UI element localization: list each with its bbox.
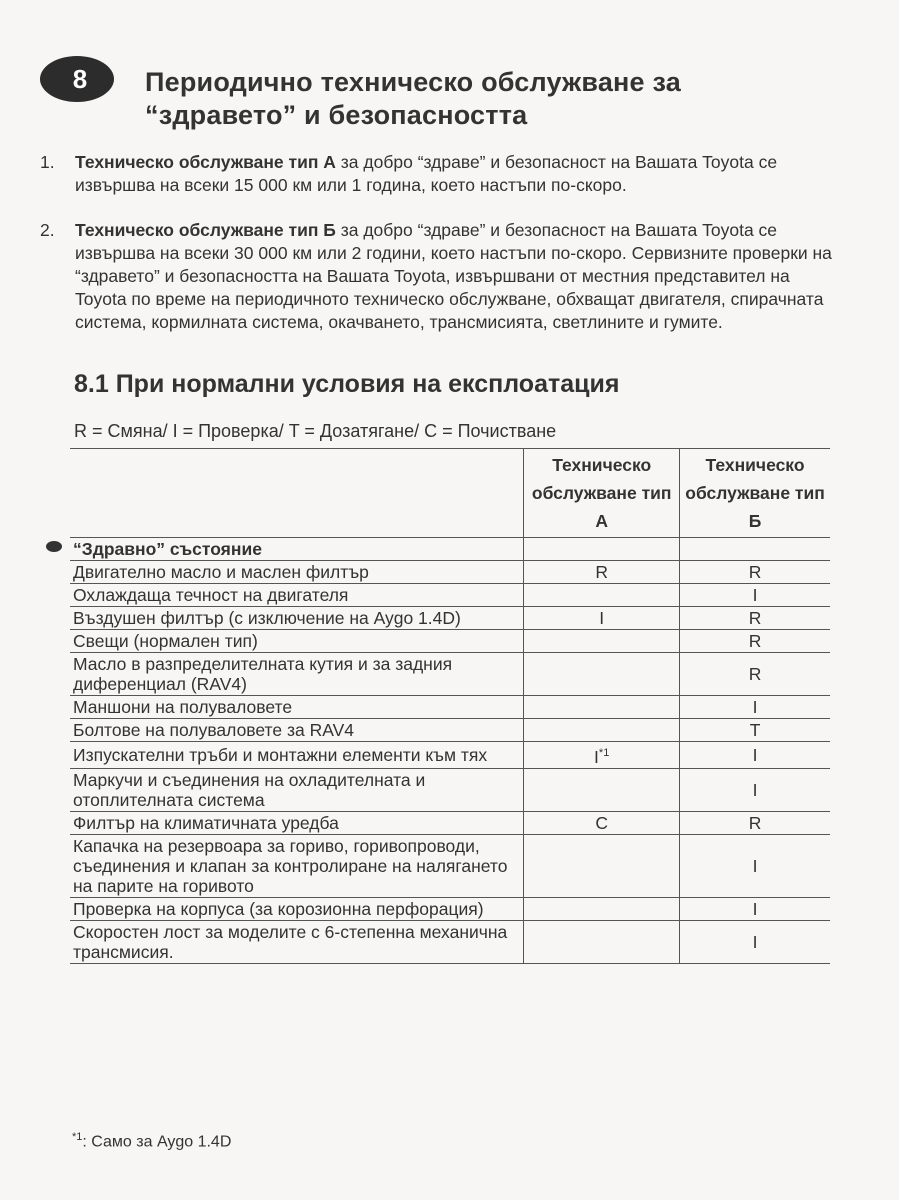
type-b-cell: I xyxy=(680,768,830,811)
paragraph-1 xyxy=(40,151,840,197)
item-cell: Въздушен филтър (с изключение на Aygo 1.4D) xyxy=(70,607,524,630)
group-row xyxy=(70,538,830,561)
table-row xyxy=(70,561,830,584)
page-title xyxy=(145,66,681,132)
table-row xyxy=(70,920,830,963)
table-row xyxy=(70,742,830,769)
paragraph-bold-lead: Техническо обслужване тип Б xyxy=(75,220,336,240)
type-a-cell xyxy=(524,653,680,696)
paragraph-number: 2. xyxy=(40,220,55,240)
paragraph-text: за добро “здраве” и безопасност на Вашата Toyota се извършва на всеки 15 000 км или 1 година, което настъпи по-скоро. xyxy=(75,152,778,195)
type-a-cell xyxy=(524,630,680,653)
type-b-cell: T xyxy=(680,719,830,742)
table-row xyxy=(70,834,830,897)
item-cell: Охлаждаща течност на двигателя xyxy=(70,584,524,607)
item-cell: Капачка на резервоара за гориво, горивопроводи, съединения и клапан за контролиране на налягането на парите на горивото xyxy=(70,834,524,897)
type-b-cell: R xyxy=(680,607,830,630)
paragraph-bold-lead: Техническо обслужване тип А xyxy=(75,152,336,172)
type-b-cell: I xyxy=(680,920,830,963)
table-row xyxy=(70,696,830,719)
item-cell: Филтър на климатичната уредба xyxy=(70,811,524,834)
item-cell: Маншони на полуваловете xyxy=(70,696,524,719)
type-b-cell: I xyxy=(680,897,830,920)
paragraph-number: 1. xyxy=(40,152,55,172)
type-b-cell: I xyxy=(680,696,830,719)
paragraph-2 xyxy=(40,219,840,334)
item-cell: Проверка на корпуса (за корозионна перфорация) xyxy=(70,897,524,920)
type-a-cell xyxy=(524,834,680,897)
type-a-cell xyxy=(524,920,680,963)
table-row xyxy=(70,653,830,696)
item-cell: Свещи (нормален тип) xyxy=(70,630,524,653)
legend: R = Смяна/ I = Проверка/ T = Дозатягане/ C = Почистване xyxy=(74,421,557,441)
item-cell: Двигателно масло и маслен филтър xyxy=(70,561,524,584)
type-a-cell xyxy=(524,897,680,920)
item-cell: Изпускателни тръби и монтажни елементи към тях xyxy=(70,742,524,769)
group-label: “Здравно” състояние xyxy=(70,538,524,561)
footnote xyxy=(72,1131,231,1151)
type-a-cell xyxy=(524,607,680,630)
type-a-value: I xyxy=(594,746,599,767)
table-row xyxy=(70,811,830,834)
type-b-cell: R xyxy=(680,630,830,653)
header-blank-cell xyxy=(70,449,524,538)
item-cell: Масло в разпределителната кутия и за задния диференциал (RAV4) xyxy=(70,653,524,696)
maintenance-table xyxy=(70,448,830,964)
type-a-cell xyxy=(524,742,680,769)
header-type-a: Техническо обслужване тип А xyxy=(524,449,680,538)
table-header-row xyxy=(70,449,830,538)
title-line-1: Периодично техническо обслужване за xyxy=(145,67,681,97)
table-row xyxy=(70,584,830,607)
type-a-cell xyxy=(524,561,680,584)
type-b-cell: R xyxy=(680,811,830,834)
type-a-value: C xyxy=(595,812,609,833)
footnote-text: : Само за Aygo 1.4D xyxy=(82,1133,232,1151)
type-b-cell: I xyxy=(680,584,830,607)
item-cell: Маркучи и съединения на охладителната и отоплителната система xyxy=(70,768,524,811)
table-row xyxy=(70,719,830,742)
type-a-value: I xyxy=(599,608,605,628)
type-b-cell: I xyxy=(680,742,830,769)
type-a-cell xyxy=(524,719,680,742)
item-cell: Скоростен лост за моделите с 6-степенна механична трансмисия. xyxy=(70,920,524,963)
item-cell: Болтове на полуваловете за RAV4 xyxy=(70,719,524,742)
type-b-cell: I xyxy=(680,834,830,897)
type-b-cell: R xyxy=(680,653,830,696)
header-type-b: Техническо обслужване тип Б xyxy=(680,449,830,538)
type-a-cell xyxy=(524,768,680,811)
table-row xyxy=(70,768,830,811)
title-line-2: “здравето” и безопасността xyxy=(145,100,528,130)
table-row xyxy=(70,630,830,653)
chapter-badge xyxy=(40,56,114,102)
footnote-ref: *1 xyxy=(598,747,610,759)
paragraph-text: за добро “здраве” и безопасност на Вашата Toyota се извършва на всеки 30 000 км или 2 години, което настъпи по-скоро. Сервизните проверки на “здравето” и безопасността на Вашата Toyota, извършвани от местния представител на Toyota по време на периодичното техническо обслужване, обхващат двигателя, спирачната система, кормилната система, окачването, трансмисията, светлините и гумите. xyxy=(75,220,832,332)
bullet-icon xyxy=(46,541,62,552)
type-a-value: R xyxy=(595,562,609,582)
section-title: 8.1 При нормални условия на експлоатация xyxy=(74,370,620,398)
footnote-marker: *1 xyxy=(72,1131,83,1143)
type-b-cell: R xyxy=(680,561,830,584)
type-a-cell xyxy=(524,696,680,719)
type-a-cell xyxy=(524,811,680,834)
table-row xyxy=(70,607,830,630)
type-a-cell xyxy=(524,584,680,607)
table-row xyxy=(70,897,830,920)
chapter-number: 8 xyxy=(72,63,88,94)
